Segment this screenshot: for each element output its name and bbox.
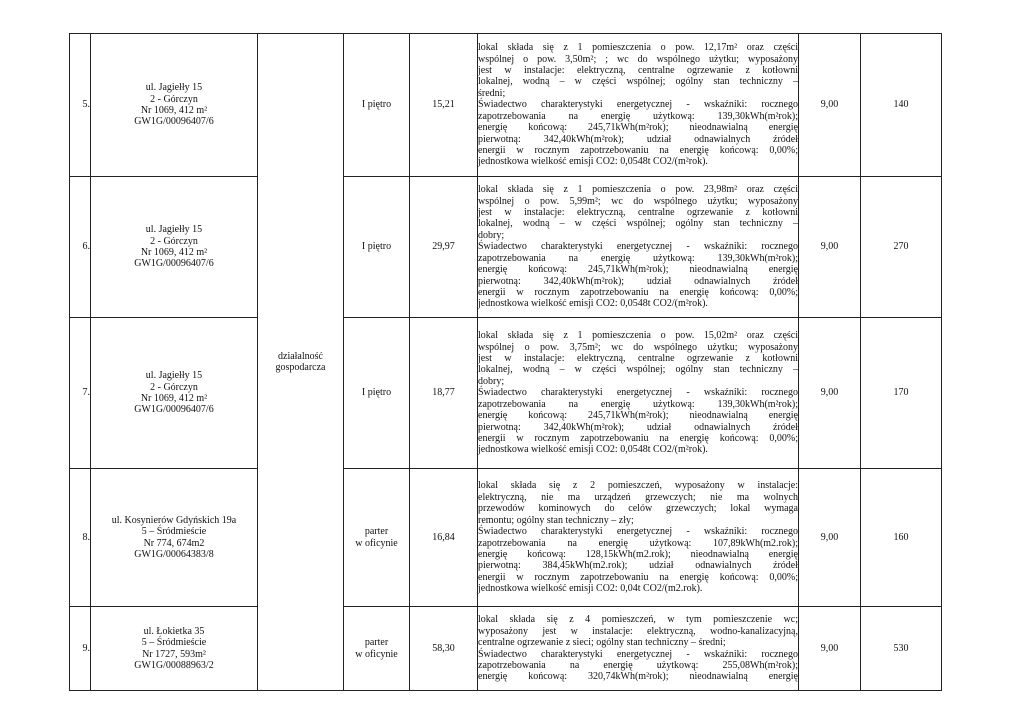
purpose-line: gospodarcza (275, 362, 326, 373)
description-line: Świadectwo charakterystyki energetycznej - wskaźniki: rocznego (478, 648, 798, 660)
address-cell (91, 177, 258, 318)
table-row (70, 318, 942, 469)
row-number: 7. (70, 318, 91, 469)
rate-cell: 9,00 (799, 177, 861, 318)
address-line: 2 - Górczyn (150, 235, 198, 247)
description-line: jest w instalacje: elektryczną, centralne ogrzewanie z kotłowni (478, 65, 798, 77)
floor-line: I piętro (361, 99, 392, 111)
description-line: energię końcową: 245,71kWh(m²rok); nieodnawialną energię (478, 410, 798, 422)
address-line: GW1G/00064383/8 (134, 548, 214, 560)
description-line: jest w instalacje: elektryczną, centralne ogrzewanie z kotłowni (478, 207, 798, 219)
description-line: energii w rocznym zapotrzebowaniu na energię końcową: 0,00%; (478, 144, 798, 156)
description-line: energię końcową: 320,74kWh(m²rok); nieodnawialną energię (478, 671, 798, 683)
address-line: ul. Łokietka 35 (143, 625, 205, 637)
description-cell (478, 607, 799, 691)
address-line: 2 - Górczyn (150, 93, 198, 105)
area-cell: 15,21 (410, 34, 478, 177)
address-line: GW1G/00088963/2 (134, 659, 214, 671)
address-line: Nr 1069, 412 m² (140, 393, 208, 404)
purpose-line: działalność (278, 350, 323, 362)
rent-cell: 170 (861, 318, 942, 469)
description-line: energii w rocznym zapotrzebowaniu na energię końcową: 0,00%; (478, 571, 798, 583)
floor-cell (344, 177, 410, 318)
description-line: dobry; (478, 229, 505, 241)
description-cell (478, 177, 799, 318)
address-line: Nr 1069, 412 m² (140, 105, 208, 116)
address-cell (91, 469, 258, 607)
description-line: lokal składa się z 1 pomieszczenia o pow. 23,98m² oraz części (478, 184, 798, 196)
description-cell (478, 34, 799, 177)
description-line: jest w instalacje: elektryczną, centralne ogrzewanie z kotłowni (478, 353, 798, 365)
table-row (70, 607, 942, 691)
description-line: Świadectwo charakterystyki energetycznej - wskaźniki: rocznego (478, 241, 798, 253)
floor-cell (344, 607, 410, 691)
address-line: ul. Kosynierów Gdyńskich 19a (111, 514, 237, 526)
address-cell (91, 607, 258, 691)
description-line: wspólnej o pow. 3,75m²; wc do wspólnego użytku; wyposażony (478, 341, 798, 353)
description-line: wspólnej o pow. 5,99m²; wc do wspólnego użytku; wyposażony (478, 195, 798, 207)
description-line: dobry; (478, 375, 505, 387)
floor-cell (344, 34, 410, 177)
description-line: wspólnej o pow. 3,50m²; ; wc do wspólnego użytku; wyposażony (478, 53, 798, 65)
area-cell: 18,77 (410, 318, 478, 469)
floor-line: parter (364, 526, 389, 538)
description-line: średni; (478, 87, 506, 99)
address-cell (91, 318, 258, 469)
address-line: ul. Jagiełły 15 (145, 82, 203, 94)
description-line: przewodów kominowych do celów grzewczych; lokal wymaga (478, 503, 798, 515)
address-cell (91, 34, 258, 177)
description-line: lokal składa się z 4 pomieszczeń, w tym pomieszczenie wc; (478, 614, 798, 626)
address-line: Nr 774, 674m2 (143, 537, 205, 549)
description-line: zapotrzebowania na energię użytkową: 255,08Wh(m²rok); (478, 659, 798, 671)
description-line: pierwotną: 384,45kWh(m2.rok); udział odnawialnych źródeł (478, 560, 798, 572)
description-line: energii w rocznym zapotrzebowaniu na energię końcową: 0,00%; (478, 286, 798, 298)
row-number: 9. (70, 607, 91, 691)
description-line: pierwotną: 342,40kWh(m²rok); udział odnawialnych źródeł (478, 275, 798, 287)
description-line: jednostkowa wielkość emisji CO2: 0,0548t CO2/(m²rok). (478, 444, 708, 456)
address-line: 2 - Górczyn (150, 381, 198, 393)
description-line: jednostkowa wielkość emisji CO2: 0,0548t CO2/(m²rok). (478, 156, 708, 168)
description-line: lokalnej, wodną – w części wspólnej; ogólny stan techniczny – (478, 364, 798, 376)
description-cell (478, 318, 799, 469)
description-line: zapotrzebowania na energię użytkową: 139,30kWh(m²rok); (478, 252, 798, 264)
address-line: Nr 1727, 593m² (142, 648, 206, 660)
rent-cell: 140 (861, 34, 942, 177)
description-line: pierwotną: 342,40kWh(m²rok); udział odnawialnych źródeł (478, 133, 798, 145)
rate-cell: 9,00 (799, 34, 861, 177)
rent-cell: 270 (861, 177, 942, 318)
floor-line: I piętro (361, 387, 392, 399)
description-line: zapotrzebowania na energię użytkową: 107,89kWh(m2.rok); (478, 537, 798, 549)
table-row (70, 469, 942, 607)
area-cell: 58,30 (410, 607, 478, 691)
description-line: wyposażony jest w instalacje: elektryczną, wodno-kanalizacyjną, (478, 625, 798, 637)
description-line: zapotrzebowania na energię użytkową: 139,30kWh(m²rok); (478, 398, 798, 410)
row-number: 8. (70, 469, 91, 607)
description-line: jednostkowa wielkość emisji CO2: 0,04t CO2/(m2.rok). (478, 583, 703, 595)
address-line: GW1G/00096407/6 (134, 116, 214, 128)
description-line: remontu; ogólny stan techniczny – zły; (478, 514, 634, 526)
description-line: lokalnej, wodną – w części wspólnej; ogólny stan techniczny – (478, 76, 798, 88)
description-line: energii w rocznym zapotrzebowaniu na energię końcową: 0,00%; (478, 432, 798, 444)
description-line: elektryczną, nie ma urządzeń grzewczych; nie ma wolnych (478, 491, 798, 503)
description-line: lokal składa się z 1 pomieszczenia o pow. 12,17m² oraz części (478, 42, 798, 54)
premises-table (69, 33, 942, 691)
description-line: lokalnej, wodną – w części wspólnej; ogólny stan techniczny – (478, 218, 798, 230)
description-line: jednostkowa wielkość emisji CO2: 0,0548t CO2/(m²rok). (478, 298, 708, 310)
description-cell (478, 469, 799, 607)
description-line: lokal składa się z 2 pomieszczeń, wyposażony w instalacje: (478, 480, 798, 492)
area-cell: 16,84 (410, 469, 478, 607)
address-line: GW1G/00096407/6 (134, 404, 214, 416)
rate-cell: 9,00 (799, 469, 861, 607)
description-line: energię końcową: 245,71kWh(m²rok); nieodnawialną energię (478, 264, 798, 276)
address-line: 5 – Śródmieście (141, 637, 207, 649)
table-body (70, 34, 942, 691)
description-line: Świadectwo charakterystyki energetycznej - wskaźniki: rocznego (478, 99, 798, 111)
row-number: 6. (70, 177, 91, 318)
floor-line: w oficynie (355, 537, 398, 549)
floor-cell (344, 318, 410, 469)
floor-line: w oficynie (355, 648, 398, 660)
row-number: 5. (70, 34, 91, 177)
purpose-cell (258, 34, 344, 691)
description-line: zapotrzebowania na energię użytkową: 139,30kWh(m²rok); (478, 110, 798, 122)
rent-cell: 160 (861, 469, 942, 607)
description-line: lokal składa się z 1 pomieszczenia o pow. 15,02m² oraz części (478, 330, 798, 342)
address-line: GW1G/00096407/6 (134, 258, 214, 270)
floor-cell (344, 469, 410, 607)
description-line: energię końcową: 128,15kWh(m2.rok); nieodnawialną energię (478, 548, 798, 560)
rate-cell: 9,00 (799, 607, 861, 691)
description-line: Świadectwo charakterystyki energetycznej - wskaźniki: rocznego (478, 387, 798, 399)
description-line: Świadectwo charakterystyki energetycznej - wskaźniki: rocznego (478, 526, 798, 538)
floor-line: I piętro (361, 241, 392, 253)
address-line: ul. Jagiełły 15 (145, 370, 203, 382)
description-line: energię końcową: 245,71kWh(m²rok); nieodnawialną energię (478, 122, 798, 134)
rate-cell: 9,00 (799, 318, 861, 469)
address-line: 5 – Śródmieście (141, 526, 207, 538)
description-line: pierwotną: 342,40kWh(m²rok); udział odnawialnych źródeł (478, 421, 798, 433)
address-line: Nr 1069, 412 m² (140, 247, 208, 258)
table-row (70, 34, 942, 177)
floor-line: parter (364, 637, 389, 649)
rent-cell: 530 (861, 607, 942, 691)
area-cell: 29,97 (410, 177, 478, 318)
description-line: centralne ogrzewanie z sieci; ogólny stan techniczny – średni; (478, 637, 726, 649)
address-line: ul. Jagiełły 15 (145, 224, 203, 236)
table-row (70, 177, 942, 318)
